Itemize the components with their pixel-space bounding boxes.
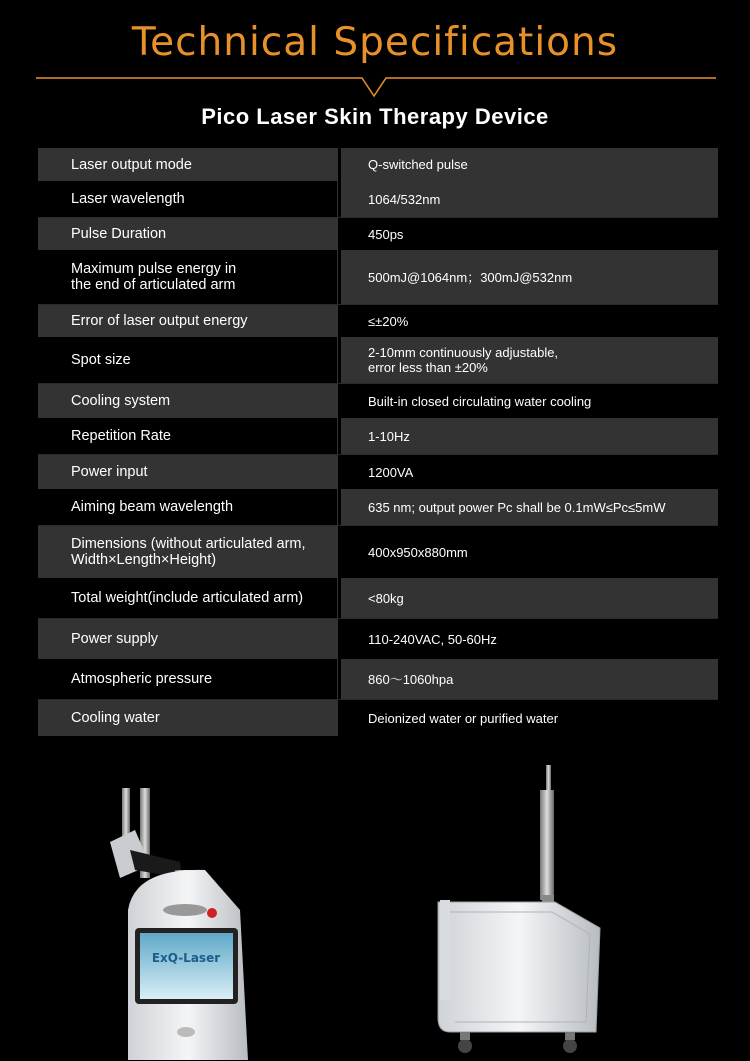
spec-table — [38, 148, 718, 736]
spec-value: Deionized water or purified water — [341, 700, 718, 736]
title-divider — [36, 76, 716, 98]
spec-label: Laser wavelength — [38, 181, 338, 217]
spec-row — [38, 489, 718, 526]
spec-value: 500mJ@1064nm；300mJ@532nm — [341, 250, 718, 304]
spec-label: Cooling system — [38, 384, 338, 418]
spec-label: Dimensions (without articulated arm, Width×Length×Height) — [38, 526, 338, 578]
spec-row — [38, 218, 718, 250]
spec-row — [38, 250, 718, 305]
spec-label: Pulse Duration — [38, 218, 338, 250]
spec-label: Total weight(include articulated arm) — [38, 578, 338, 618]
spec-value: 450ps — [341, 218, 718, 250]
spec-value: 400x950x880mm — [341, 526, 718, 578]
spec-label: Repetition Rate — [38, 418, 338, 454]
spec-row — [38, 455, 718, 489]
spec-row — [38, 526, 718, 578]
spec-value: 860～1060hpa — [341, 659, 718, 699]
spec-row — [38, 619, 718, 659]
spec-row — [38, 659, 718, 700]
spec-value: ≤±20% — [341, 305, 718, 337]
spec-label: Maximum pulse energy in the end of articulated arm — [38, 250, 338, 304]
spec-row — [38, 337, 718, 384]
spec-label: Error of laser output energy — [38, 305, 338, 337]
spec-row — [38, 181, 718, 218]
spec-label: Atmospheric pressure — [38, 659, 338, 699]
spec-label: Spot size — [38, 337, 338, 383]
spec-row — [38, 578, 718, 619]
spec-row — [38, 418, 718, 455]
spec-value: 1064/532nm — [341, 181, 718, 217]
device-screen-logo: ExQ-Laser — [151, 951, 221, 965]
spec-row — [38, 305, 718, 337]
spec-row — [38, 148, 718, 181]
spec-label: Aiming beam wavelength — [38, 489, 338, 525]
product-subtitle: Pico Laser Skin Therapy Device — [201, 104, 549, 129]
spec-value: 110-240VAC, 50-60Hz — [341, 619, 718, 659]
spec-value: 1-10Hz — [341, 418, 718, 454]
spec-label: Power input — [38, 455, 338, 489]
page-title: Technical Specifications — [131, 20, 619, 65]
spec-value: <80kg — [341, 578, 718, 618]
spec-value: Q-switched pulse — [341, 148, 718, 181]
device-front-view — [110, 788, 248, 1060]
spec-row — [38, 384, 718, 418]
spec-row — [38, 700, 718, 736]
spec-label: Power supply — [38, 619, 338, 659]
spec-value: 635 nm; output power Pc shall be 0.1mW≤Pc≤5mW — [341, 489, 718, 525]
device-photos — [0, 750, 750, 1061]
spec-value: Built-in closed circulating water cooling — [341, 384, 718, 418]
spec-value: 1200VA — [341, 455, 718, 489]
device-side-view — [438, 765, 600, 1053]
spec-value: 2-10mm continuously adjustable, error less than ±20% — [341, 337, 718, 383]
spec-label: Cooling water — [38, 700, 338, 736]
spec-label: Laser output mode — [38, 148, 338, 181]
